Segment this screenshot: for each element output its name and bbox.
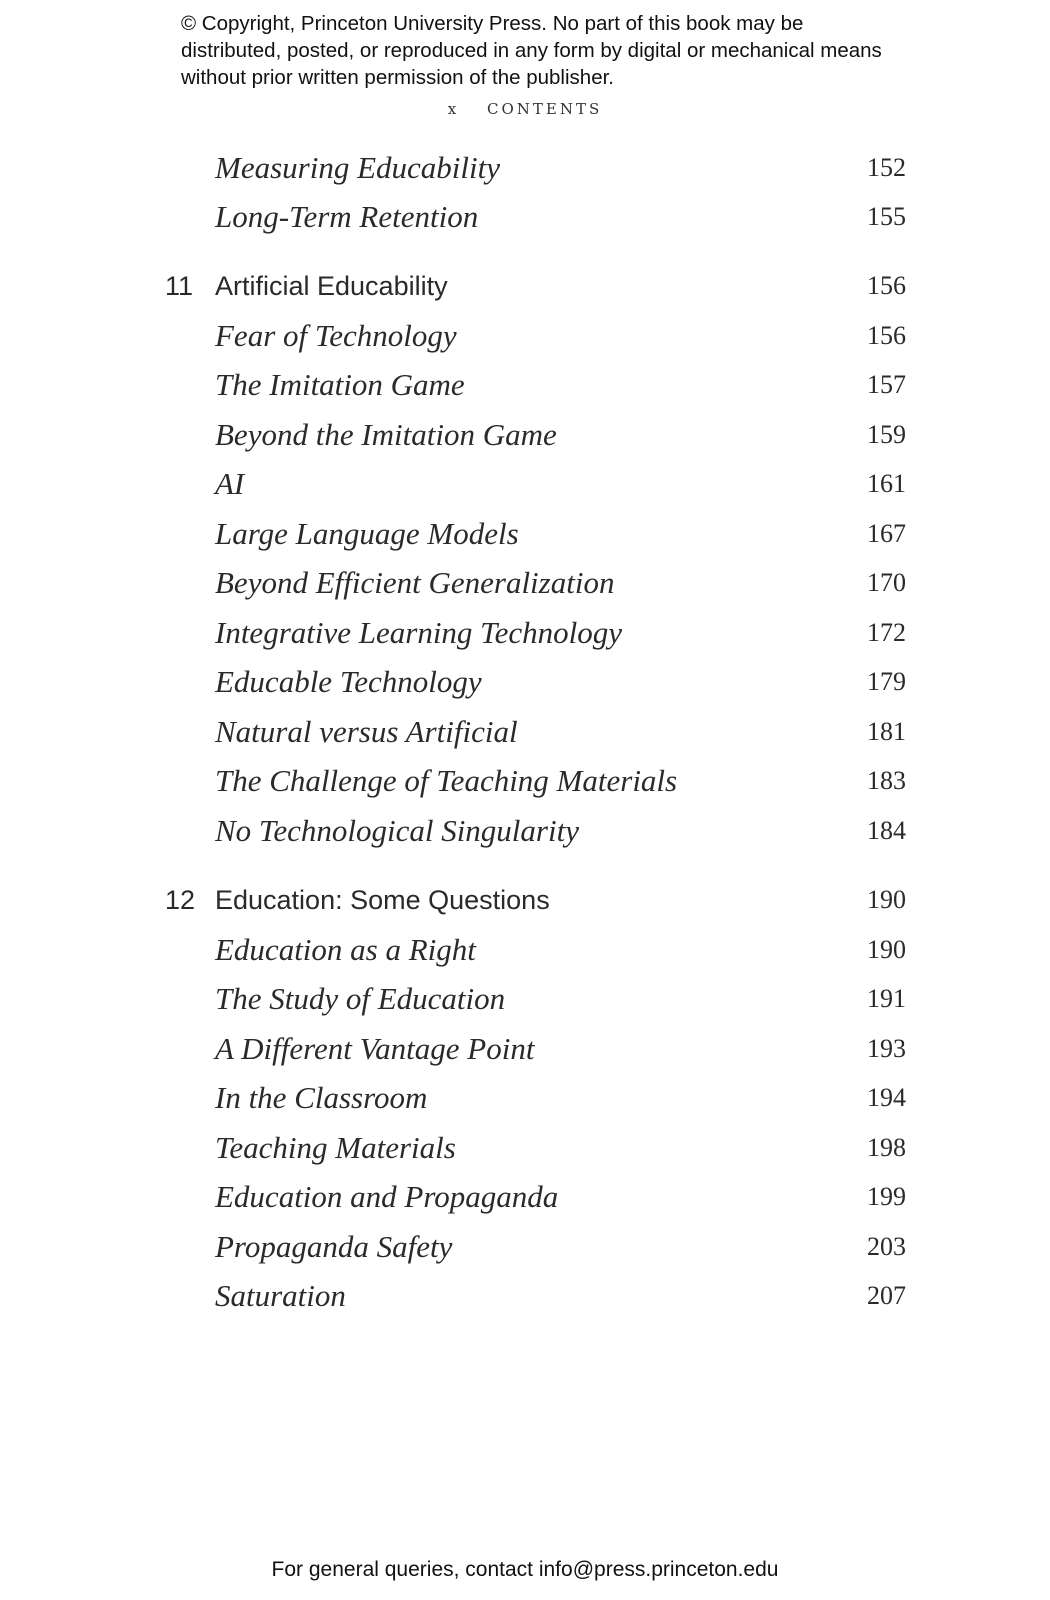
chapter-title: Artificial Educability (215, 271, 448, 301)
page-number: 184 (867, 816, 906, 845)
toc-section-entry (0, 761, 1050, 801)
chapter-number: 11 (165, 271, 194, 301)
page-number: 156 (867, 321, 906, 350)
page-number: 198 (867, 1133, 906, 1162)
page-number: 161 (867, 469, 906, 498)
page-number: 172 (867, 618, 906, 647)
section-title: Measuring Educability (215, 150, 500, 185)
page-number: 207 (867, 1281, 906, 1310)
page-number: 156 (867, 271, 906, 300)
toc-section-entry (0, 811, 1050, 851)
copyright-notice: © Copyright, Princeton University Press. No part of this book may be distributed, posted, or reproduced in any form by digital or mechanical means without prior written permission of the publisher. (181, 12, 882, 89)
section-title: Integrative Learning Technology (215, 615, 622, 650)
section-title: The Imitation Game (215, 367, 465, 402)
section-title: Beyond the Imitation Game (215, 417, 557, 452)
section-title: No Technological Singularity (215, 813, 579, 848)
toc-section-entry (0, 979, 1050, 1019)
section-title: AI (215, 466, 245, 501)
page-number: 167 (867, 519, 906, 548)
section-title: Education as a Right (215, 932, 476, 967)
running-head-label: CONTENTS (486, 100, 603, 118)
toc-section-entry (0, 662, 1050, 702)
toc-section-entry (0, 1276, 1050, 1316)
toc-section-entry (0, 148, 1050, 188)
toc-section-entry (0, 712, 1050, 752)
page-number: 183 (867, 766, 906, 795)
section-title: Beyond Efficient Generalization (215, 565, 615, 600)
toc-section-entry (0, 1128, 1050, 1168)
page-folio: x (447, 100, 460, 118)
page-number: 181 (867, 717, 906, 746)
page-number: 203 (867, 1232, 906, 1261)
toc-section-entry (0, 930, 1050, 970)
section-title: Educable Technology (215, 664, 482, 699)
section-title: In the Classroom (215, 1080, 428, 1115)
toc-section-entry (0, 415, 1050, 455)
section-title: Teaching Materials (215, 1130, 456, 1165)
section-title: A Different Vantage Point (215, 1031, 535, 1066)
section-title: Natural versus Artificial (215, 714, 518, 749)
section-title: The Study of Education (215, 981, 506, 1016)
section-title: Large Language Models (215, 516, 519, 551)
page-number: 152 (867, 153, 906, 182)
toc-section-entry (0, 1078, 1050, 1118)
page-number: 179 (867, 667, 906, 696)
toc-section-entry (0, 365, 1050, 405)
chapter-title: Education: Some Questions (215, 885, 550, 915)
page-number: 190 (867, 935, 906, 964)
page-number: 157 (867, 370, 906, 399)
section-title: Saturation (215, 1278, 346, 1313)
chapter-number: 12 (165, 885, 196, 915)
page-number: 191 (867, 984, 906, 1013)
page-number: 190 (867, 885, 906, 914)
toc-section-entry (0, 563, 1050, 603)
page-number: 155 (867, 202, 906, 231)
section-title: The Challenge of Teaching Materials (215, 763, 678, 798)
toc-section-entry (0, 1227, 1050, 1267)
toc-section-entry (0, 1029, 1050, 1069)
page-number: 199 (867, 1182, 906, 1211)
page-number: 194 (867, 1083, 906, 1112)
toc-chapter-entry (0, 266, 1050, 306)
page-number: 159 (867, 420, 906, 449)
toc-section-entry (0, 514, 1050, 554)
section-title: Fear of Technology (215, 318, 457, 353)
toc-section-entry (0, 613, 1050, 653)
section-title: Education and Propaganda (215, 1179, 559, 1214)
toc-section-entry (0, 1177, 1050, 1217)
toc-section-entry (0, 464, 1050, 504)
footer-contact: For general queries, contact info@press.princeton.edu (271, 1558, 779, 1581)
section-title: Propaganda Safety (215, 1229, 453, 1264)
toc-chapter-entry (0, 880, 1050, 920)
toc-section-entry (0, 316, 1050, 356)
section-title: Long-Term Retention (215, 199, 479, 234)
page-number: 170 (867, 568, 906, 597)
toc-section-entry (0, 197, 1050, 237)
page-number: 193 (867, 1034, 906, 1063)
